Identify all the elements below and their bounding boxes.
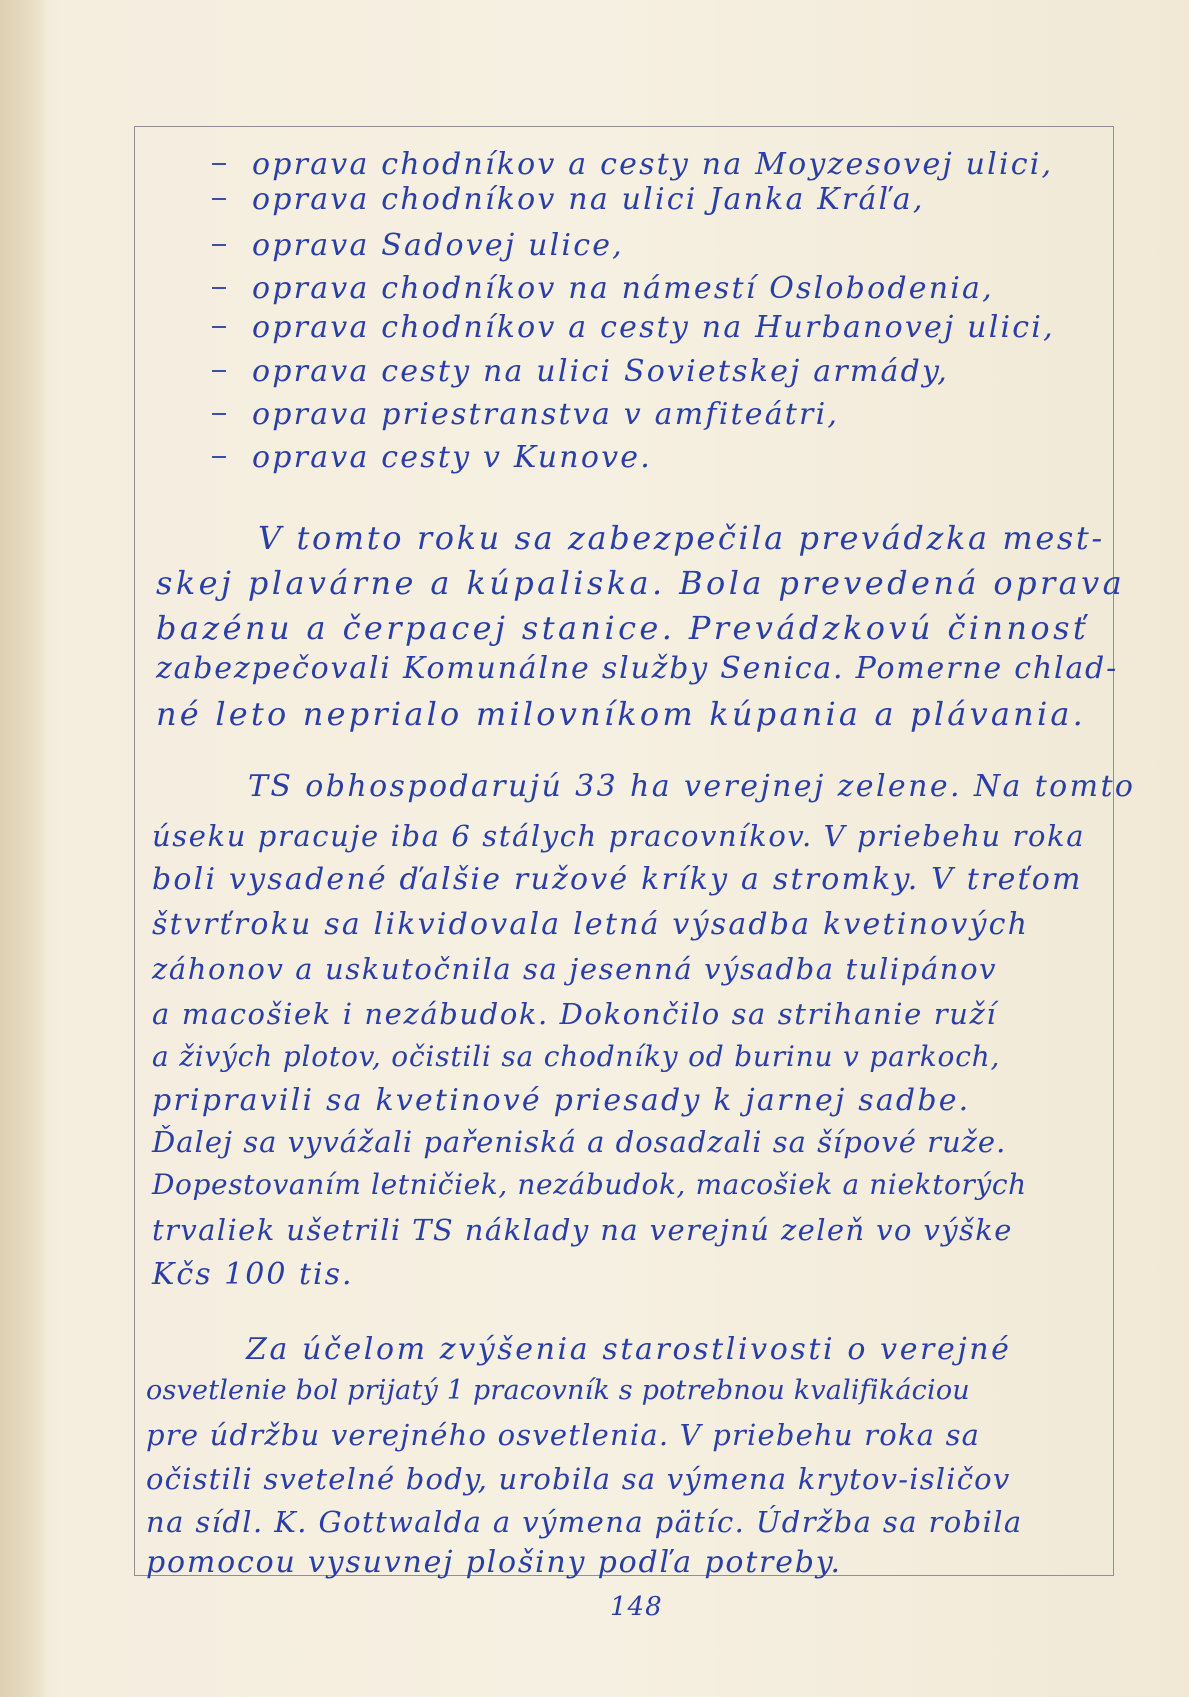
text-line: Dopestovaním letničiek, nezábudok, macošiek a niektorých <box>152 1168 1027 1201</box>
text-line: osvetlenie bol prijatý 1 pracovník s potrebnou kvalifikáciou <box>146 1375 970 1406</box>
text-line: trvaliek ušetrili TS náklady na verejnú zeleň vo výške <box>152 1213 1013 1247</box>
bullet-dash <box>212 287 226 289</box>
text-line: Ďalej sa vyvážali pařeniská a dosadzali sa šípové ruže. <box>152 1125 1007 1159</box>
text-line: skej plavárne a kúpaliska. Bola prevedená oprava <box>156 564 1126 602</box>
bullet-dash <box>212 326 226 328</box>
text-line: boli vysadené ďalšie ružové kríky a stromky. V treťom <box>152 862 1083 897</box>
bullet-dash <box>212 370 226 372</box>
bullet-item: oprava cesty na ulici Sovietskej armády, <box>252 354 949 389</box>
bullet-dash <box>212 413 226 415</box>
text-line: pripravili sa kvetinové priesady k jarnej sadbe. <box>152 1083 971 1118</box>
bullet-dash <box>212 163 226 165</box>
bullet-dash <box>212 244 226 246</box>
bullet-item: oprava chodníkov na ulici Janka Kráľa, <box>252 182 925 217</box>
bullet-item: oprava cesty v Kunove. <box>252 440 652 475</box>
text-line: né leto neprialo milovníkom kúpania a plávania. <box>156 695 1087 733</box>
text-line: na sídl. K. Gottwalda a výmena pätíc. Údržba sa robila <box>146 1505 1023 1539</box>
text-line: očistili svetelné body, urobila sa výmena krytov-isličov <box>146 1462 1011 1496</box>
text-line: úseku pracuje iba 6 stálych pracovníkov. V priebehu roka <box>152 819 1086 853</box>
bullet-item: oprava chodníkov a cesty na Moyzesovej ulici, <box>252 147 1054 182</box>
bullet-item: oprava chodníkov na námestí Oslobodenia, <box>252 271 994 306</box>
text-line: pomocou vysuvnej plošiny podľa potreby. <box>146 1545 842 1580</box>
bullet-item: oprava Sadovej ulice, <box>252 228 624 263</box>
text-line: zabezpečovali Komunálne služby Senica. Pomerne chlad- <box>156 651 1119 686</box>
bullet-item: oprava chodníkov a cesty na Hurbanovej ulici, <box>252 310 1055 345</box>
bullet-dash <box>212 456 226 458</box>
text-line: Kčs 100 tis. <box>152 1257 354 1292</box>
text-line: pre údržbu verejného osvetlenia. V priebehu roka sa <box>146 1418 981 1452</box>
text-line: TS obhospodarujú 33 ha verejnej zelene. Na tomto <box>248 769 1136 804</box>
bullet-dash <box>212 198 226 200</box>
text-line: a živých plotov, očistili sa chodníky od burinu v parkoch, <box>152 1040 1001 1073</box>
text-line: V tomto roku sa zabezpečila prevádzka mest- <box>258 519 1105 557</box>
page-number: 148 <box>610 1592 663 1622</box>
page-spine-shadow <box>0 0 48 1697</box>
text-line: štvrťroku sa likvidovala letná výsadba kvetinových <box>152 907 1030 942</box>
text-line: záhonov a uskutočnila sa jesenná výsadba tulipánov <box>152 952 998 986</box>
text-line: bazénu a čerpacej stanice. Prevádzkovú činnosť <box>156 609 1090 647</box>
text-line: a macošiek i nezábudok. Dokončilo sa strihanie ruží <box>152 997 998 1031</box>
bullet-item: oprava priestranstva v amfiteátri, <box>252 397 840 432</box>
text-line: Za účelom zvýšenia starostlivosti o verejné <box>246 1332 1012 1367</box>
